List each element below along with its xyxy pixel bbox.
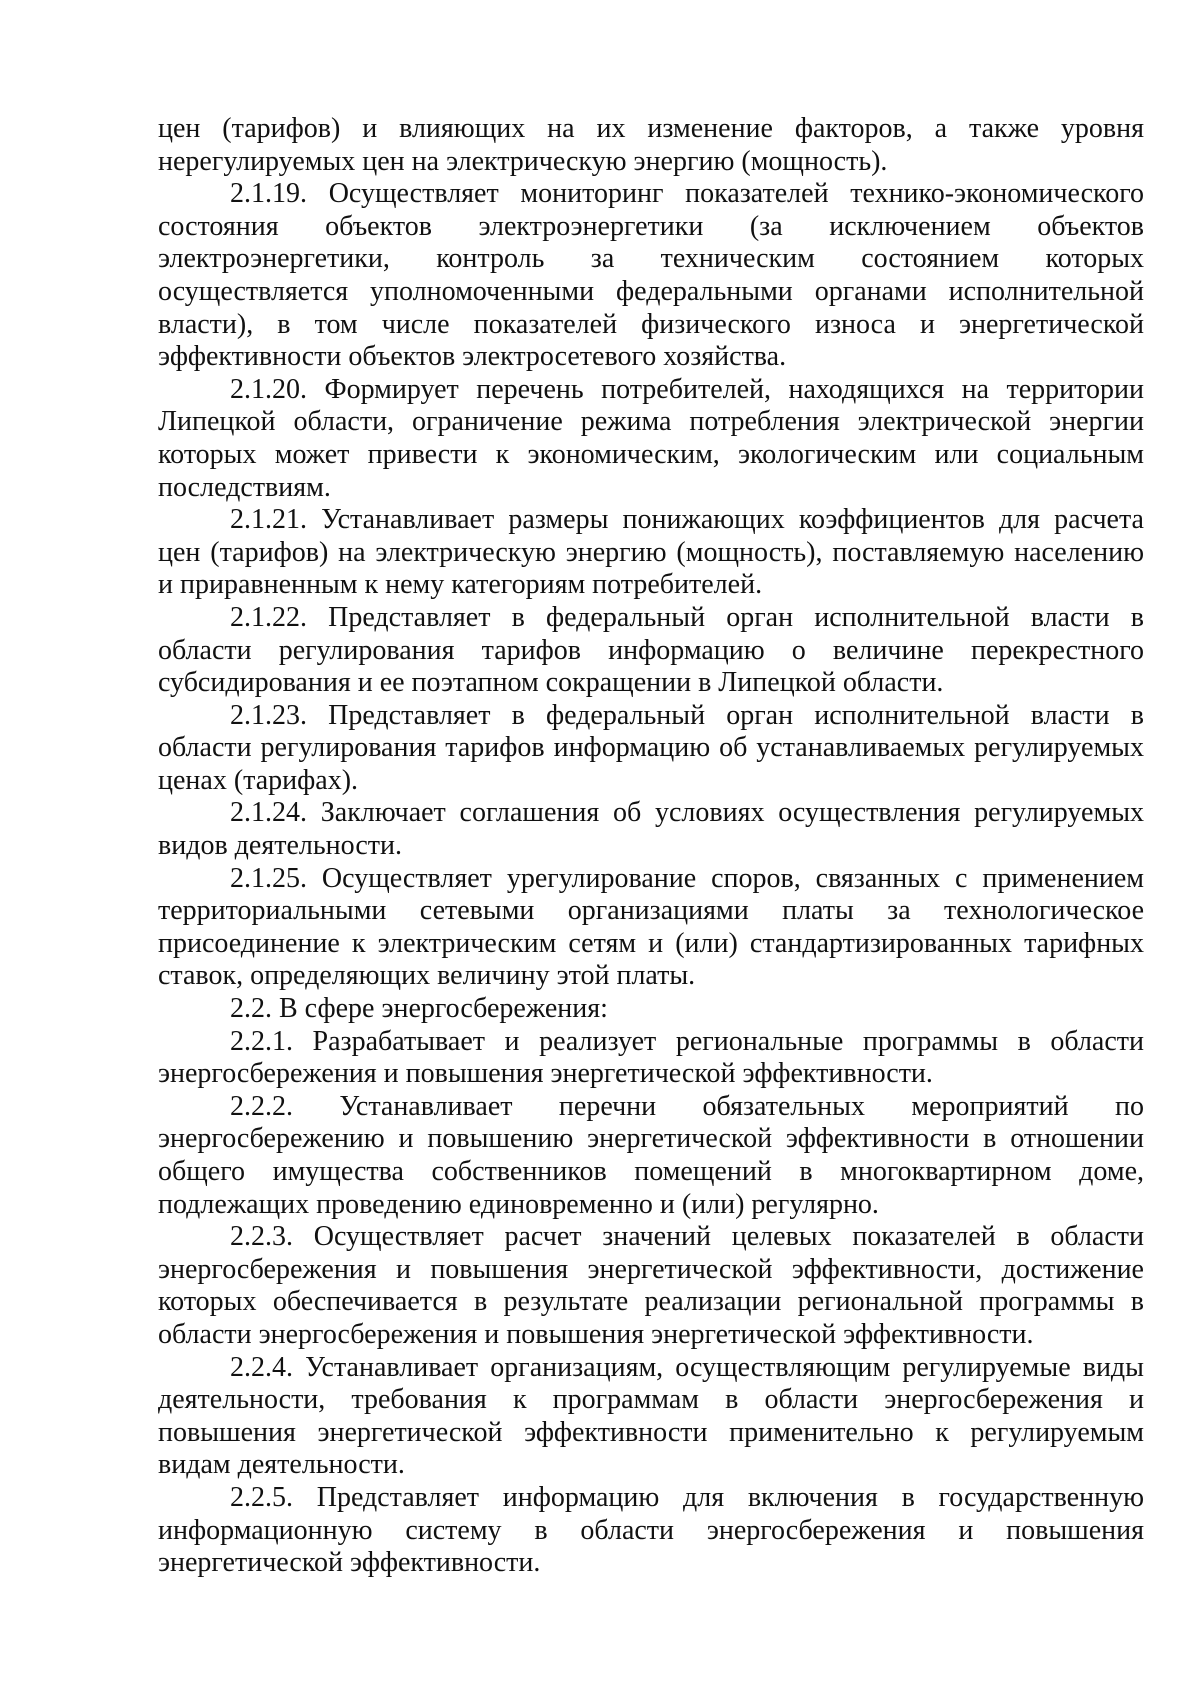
document-body (158, 113, 1144, 1580)
paragraph-2-1-25: 2.1.25. Осуществляет урегулирование споров, связанных с применением территориальными сетевыми организациями платы за технологическое присоединение к электрическим сетям и (или) стандартизированных тарифных ставок, определяющих величину этой платы. (158, 862, 1144, 992)
paragraph-2-2-1: 2.2.1. Разрабатывает и реализует региональные программы в области энергосбережения и повышения энергетической эффективности. (158, 1025, 1144, 1090)
paragraph-2-1-20: 2.1.20. Формирует перечень потребителей, находящихся на территории Липецкой области, ограничение режима потребления электрической энергии которых может привести к экономическим, экологическим или социальным последствиям. (158, 373, 1144, 503)
paragraph-2-2-2: 2.2.2. Устанавливает перечни обязательных мероприятий по энергосбережению и повышению энергетической эффективности в отношении общего имущества собственников помещений в многоквартирном доме, подлежащих проведению единовременно и (или) регулярно. (158, 1090, 1144, 1220)
paragraph-2-1-22: 2.1.22. Представляет в федеральный орган исполнительной власти в области регулирования тарифов информацию о величине перекрестного субсидирования и ее поэтапном сокращении в Липецкой области. (158, 601, 1144, 699)
paragraph-2-1-23: 2.1.23. Представляет в федеральный орган исполнительной власти в области регулирования тарифов информацию об устанавливаемых регулируемых ценах (тарифах). (158, 699, 1144, 796)
paragraph-2-1-21: 2.1.21. Устанавливает размеры понижающих коэффициентов для расчета цен (тарифов) на электрическую энергию (мощность), поставляемую населению и приравненным к нему категориям потребителей. (158, 504, 1144, 601)
paragraph-2-2-5: 2.2.5. Представляет информацию для включения в государственную информационную систему в области энергосбережения и повышения энергетической эффективности. (158, 1481, 1144, 1579)
paragraph-2-2-3: 2.2.3. Осуществляет расчет значений целевых показателей в области энергосбережения и повышения энергетической эффективности, достижение которых обеспечивается в результате реализации региональной программы в области энергосбережения и повышения энергетической эффективности. (158, 1221, 1144, 1350)
section-heading-2-2: 2.2. В сфере энергосбережения: (230, 993, 608, 1025)
paragraph-2-1-19: 2.1.19. Осуществляет мониторинг показателей технико-экономического состояния объектов электроэнергетики (за исключением объектов электроэнергетики, контроль за техническим состоянием которых осуществляется уполномоченными федеральными органами исполнительной власти), в том числе показателей физического износа и энергетической эффективности объектов электросетевого хозяйства. (158, 178, 1144, 373)
paragraph-2-2-4: 2.2.4. Устанавливает организациям, осуществляющим регулируемые виды деятельности, требования к программам в области энергосбережения и повышения энергетической эффективности применительно к регулируемым видам деятельности. (158, 1351, 1144, 1481)
paragraph-2-1-24: 2.1.24. Заключает соглашения об условиях осуществления регулируемых видов деятельности. (158, 797, 1144, 862)
paragraph-continuation: цен (тарифов) и влияющих на их изменение факторов, а также уровня нерегулируемых цен на электрическую энергию (мощность). (158, 113, 1144, 177)
